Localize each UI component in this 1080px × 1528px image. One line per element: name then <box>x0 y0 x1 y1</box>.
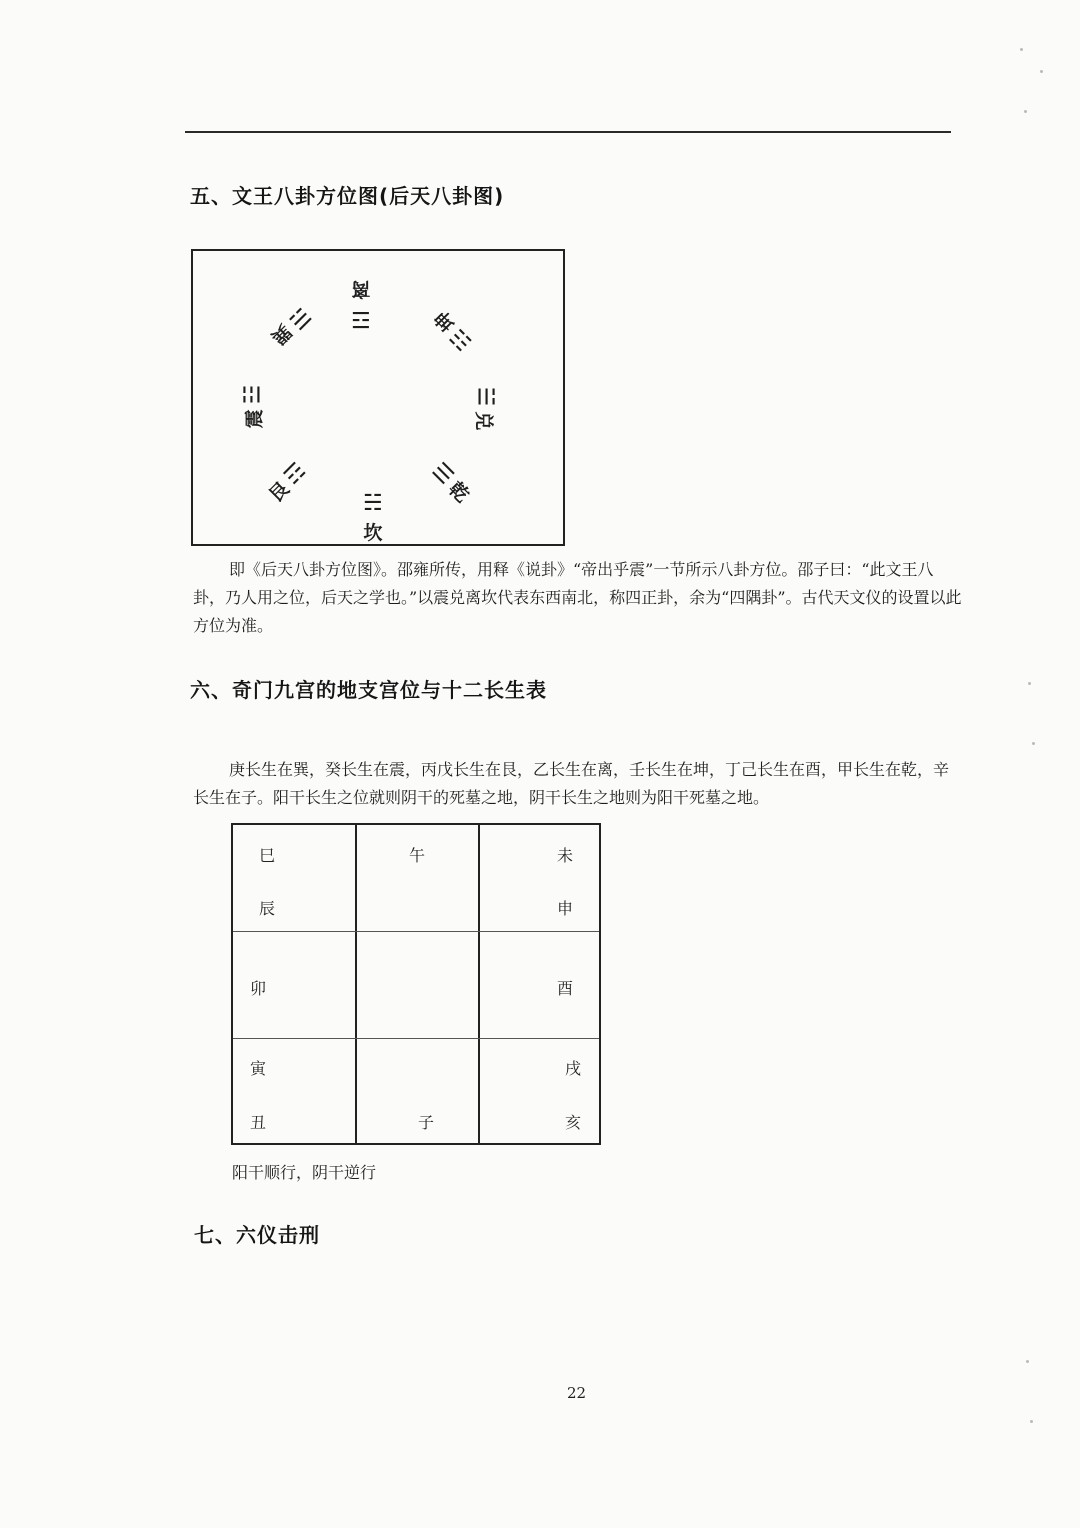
grid-line <box>478 825 480 1143</box>
trigram-kun-label: 坤 <box>430 306 460 336</box>
branch-cell: 亥 <box>565 1113 582 1132</box>
trigram-dui-label: 兑 <box>472 411 495 431</box>
trigram-kan <box>363 491 383 545</box>
trigram-kun-symbol: ☷ <box>445 323 478 355</box>
branch-cell: 申 <box>557 899 574 918</box>
trigram-zhen-symbol: ☳ <box>240 384 266 405</box>
section-5-paragraph: 即《后天八卦方位图》。邵雍所传，用释《说卦》“帝出乎震”一节所示八卦方位。邵子曰：“此文王八卦，乃人用之位，后天之学也。”以震兑离坎代表东西南北，称四正卦，余为“四隅卦”。古代天文仪的设置以此方位为准。 <box>193 560 962 635</box>
trigram-gen <box>262 457 312 507</box>
trigram-kan-label: 坎 <box>363 522 383 544</box>
trigram-zhen <box>239 385 266 429</box>
branch-cell: 卯 <box>250 979 267 998</box>
branch-palace-table <box>231 823 601 1145</box>
branch-cell: 寅 <box>250 1059 267 1078</box>
trigram-li <box>351 277 371 331</box>
scan-speck <box>1040 70 1043 73</box>
branch-cell: 未 <box>557 846 574 865</box>
trigram-li-label: 离 <box>351 278 371 300</box>
scan-speck <box>1026 1360 1029 1363</box>
table-caption: 阳干顺行，阴干逆行 <box>232 1163 377 1182</box>
scan-speck <box>1024 110 1027 113</box>
branch-cell: 午 <box>409 846 426 865</box>
trigram-zhen-label: 震 <box>243 409 266 429</box>
section-7-heading: 七、六仪击刑 <box>194 1223 320 1247</box>
trigram-kun <box>428 305 478 355</box>
trigram-gen-symbol: ☶ <box>279 458 312 490</box>
grid-line <box>355 825 357 1143</box>
grid-line <box>233 931 599 932</box>
branch-cell: 辰 <box>259 899 276 918</box>
trigram-kan-symbol: ☵ <box>363 491 383 516</box>
scan-speck <box>1030 1420 1033 1423</box>
section-5-heading: 五、文王八卦方位图(后天八卦图) <box>190 184 505 208</box>
scan-speck <box>1020 48 1023 51</box>
branch-cell: 子 <box>418 1113 435 1132</box>
page-number: 22 <box>567 1384 587 1402</box>
branch-cell: 酉 <box>557 979 574 998</box>
trigram-li-symbol: ☲ <box>351 306 371 331</box>
branch-cell: 丑 <box>250 1113 267 1132</box>
trigram-gen-label: 艮 <box>264 477 294 507</box>
trigram-qian <box>426 457 476 507</box>
grid-line <box>233 1038 599 1039</box>
trigram-dui-symbol: ☱ <box>472 386 498 407</box>
scan-speck <box>1028 682 1031 685</box>
trigram-dui <box>471 387 498 431</box>
trigram-xun-label: 巽 <box>266 319 296 349</box>
trigram-xun-symbol: ☴ <box>283 302 316 334</box>
top-rule <box>185 131 951 133</box>
scan-speck <box>1032 742 1035 745</box>
trigram-qian-symbol: ☰ <box>426 458 459 490</box>
branch-cell: 戌 <box>565 1059 582 1078</box>
branch-cell: 巳 <box>259 846 276 865</box>
section-6-heading: 六、奇门九宫的地支宫位与十二长生表 <box>190 678 547 702</box>
trigram-qian-label: 乾 <box>444 477 474 507</box>
section-6-paragraph: 庚长生在巽，癸长生在震，丙戊长生在艮，乙长生在离，壬长生在坤，丁己长生在酉，甲长生在乾，辛长生在子。阳干长生之位就则阴干的死墓之地，阴干长生之地则为阳干死墓之地。 <box>193 760 950 807</box>
bagua-diagram <box>191 249 565 546</box>
trigram-xun <box>266 301 316 351</box>
